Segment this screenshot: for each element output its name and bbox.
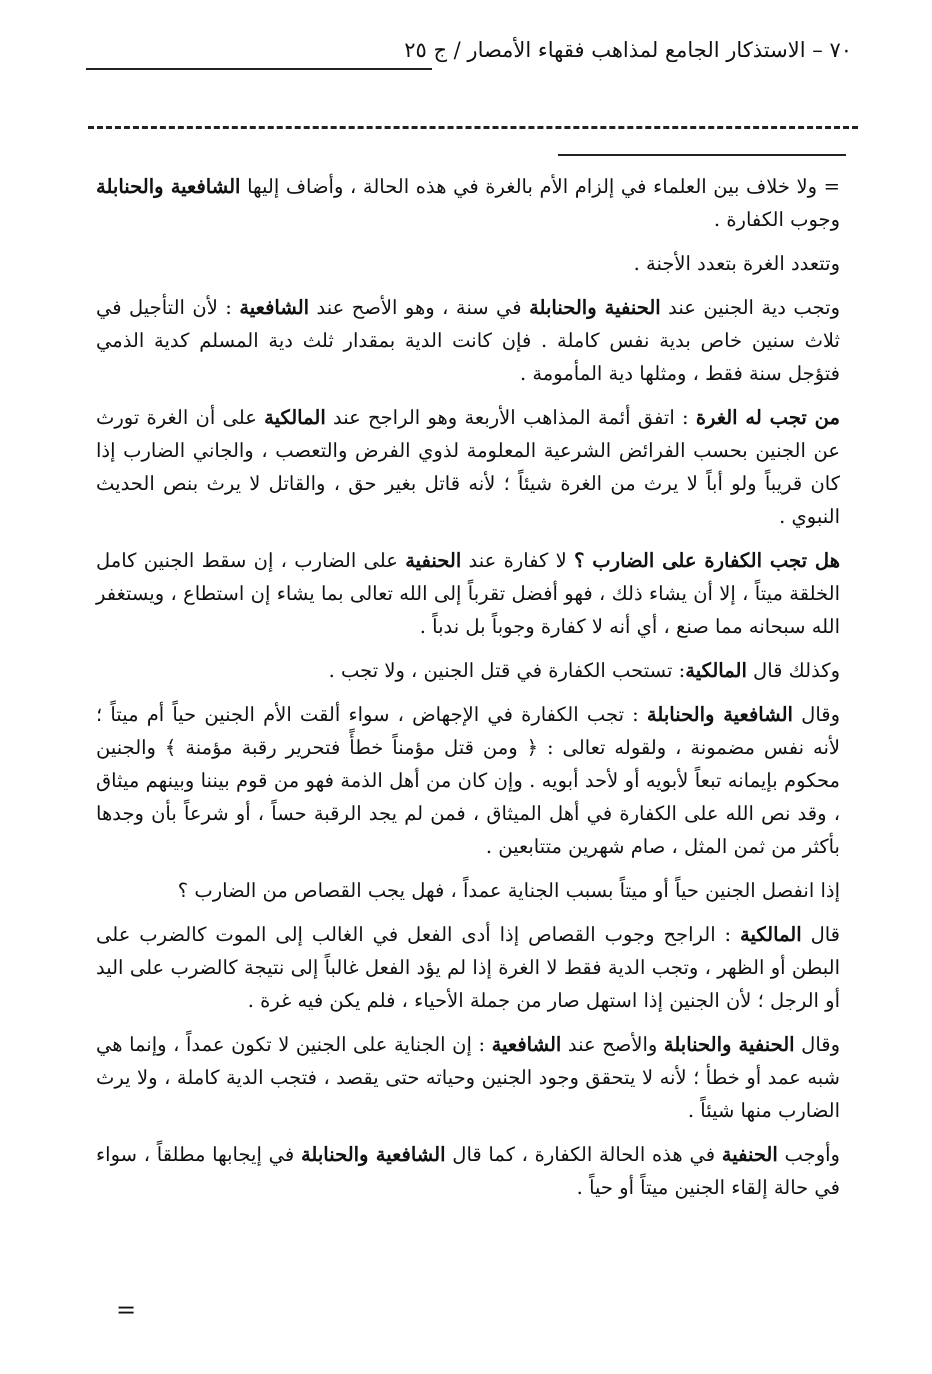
- bold-term: المالكية: [740, 923, 802, 946]
- text-run: إذا انفصل الجنين حياً أو ميتاً بسبب الجناية عمداً ، فهل يجب القصاص من الضارب ؟: [177, 879, 840, 902]
- bold-term: الحنفية: [405, 549, 462, 572]
- text-run: : اتفق أئمة المذاهب الأربعة وهو الراجح عند: [325, 406, 696, 429]
- bold-term: هل تجب الكفارة على الضارب ؟: [574, 549, 840, 572]
- text-run: والأصح عند: [561, 1033, 664, 1056]
- paragraph: [96, 170, 840, 236]
- text-run: وجوب الكفارة .: [713, 208, 840, 231]
- bold-term: الحنفية والحنابلة: [529, 296, 661, 319]
- text-run: : الراجح وجوب القصاص إذا أدى الفعل في الغالب إلى الموت كالضرب على البطن أو الظهر ، وتجب الدية فقط لا الغرة إذا لم يؤد الفعل غالباً إلى نتيجة كالضرب على اليد أو الرجل ؛ لأن الجنين إذا استهل صار من جملة الأحياء ، فلم يكن فيه غرة .: [96, 923, 840, 1012]
- text-run: : إن الجناية على الجنين لا تكون عمداً ، وإنما هي شبه عمد أو خطأ ؛ لأنه لا يتحقق وجود الجنين وحياته حتى يقصد ، فتجب الدية كاملة ، ولا يرث الضارب منها شيئاً .: [96, 1033, 840, 1122]
- bold-term: الشافعية: [491, 1033, 562, 1056]
- dashed-separator: [88, 126, 858, 129]
- paragraph: [96, 698, 840, 863]
- bold-term: من تجب له الغرة: [695, 406, 840, 429]
- bold-term: المالكية: [685, 659, 747, 682]
- text-run: على أن الغرة تورث عن الجنين بحسب الفرائض الشرعية المعلومة لذوي الفرض والتعصب ، والجاني الضارب إذا كان قريباً ولو أباً لا يرث من الغرة شيئاً ؛ لأنه قاتل بغير حق ، والقاتل لا يرث بنص الحديث النبوي .: [96, 406, 840, 528]
- page-body: [96, 170, 840, 1215]
- text-run: : تجب الكفارة في الإجهاض ، سواء ألقت الأم الجنين حياً أم ميتاً ؛ لأنه نفس مضمونة ، ولقوله تعالى : ﴿ ومن قتل مؤمناً خطأً فتحرير رقبة مؤمنة ﴾ والجنين محكوم بإيمانه تبعاً لأبويه أو لأحد أبويه . وإن كان من أهل الذمة فهو من قوم بيننا وبينهم ميثاق ، وقد نص الله على الكفارة في أهل الميثاق ، فمن لم يجد الرقبة حساً ، أو شرعاً بأن وجدها بأكثر من ثمن المثل ، صام شهرين متتابعين .: [96, 703, 840, 858]
- footnote-rule: [558, 154, 846, 156]
- text-run: في هذه الحالة الكفارة ، كما قال: [445, 1143, 722, 1166]
- bold-term: الشافعية: [239, 296, 310, 319]
- paragraph: [96, 401, 840, 533]
- book-title: الاستذكار الجامع لمذاهب فقهاء الأمصار / ج ٢٥: [404, 38, 806, 62]
- paragraph: [96, 544, 840, 643]
- text-run: قال: [801, 923, 840, 946]
- text-run: وتجب دية الجنين عند: [660, 296, 840, 319]
- continuation-mark: =: [116, 1296, 137, 1324]
- paragraph: [96, 247, 840, 280]
- text-run: على الضارب ، إن سقط الجنين كامل الخلقة ميتاً ، إلا أن يشاء ذلك ، فهو أفضل تقرباً إلى الله تعالى بما يشاء إن استطاع ، ويستغفر الله سبحانه مما صنع ، أي أنه لا كفارة وجوباً بل ندباً .: [96, 549, 840, 638]
- text-run: في سنة ، وهو الأصح عند: [309, 296, 530, 319]
- bold-term: الشافعية والحنابلة: [300, 1143, 446, 1166]
- text-run: وقال: [792, 703, 841, 726]
- text-run: وقال: [794, 1033, 840, 1056]
- text-run: في إيجابها مطلقاً ، سواء في حالة إلقاء الجنين ميتاً أو حياً .: [96, 1143, 840, 1199]
- text-run: = ولا خلاف بين العلماء في إلزام الأم بالغرة في هذه الحالة ، وأضاف إليها: [240, 175, 840, 198]
- header-separator: –: [812, 38, 823, 62]
- paragraph: [96, 1028, 840, 1127]
- text-run: وتتعدد الغرة بتعدد الأجنة .: [633, 252, 840, 275]
- bold-term: الحنفية والحنابلة: [663, 1033, 795, 1056]
- bold-term: الشافعية والحنابلة: [96, 175, 241, 198]
- text-run: : لأن التأجيل في ثلاث سنين خاص بدية نفس كاملة . فإن كانت الدية بمقدار ثلث دية المسلم كدية الذمي فتؤجل سنة فقط ، ومثلها دية المأمومة .: [96, 296, 840, 385]
- bold-term: الشافعية والحنابلة: [646, 703, 793, 726]
- text-run: : تستحب الكفارة في قتل الجنين ، ولا تجب .: [328, 659, 686, 682]
- text-run: لا كفارة عند: [461, 549, 575, 572]
- paragraph: [96, 1138, 840, 1204]
- paragraph: [96, 918, 840, 1017]
- bold-term: الحنفية: [721, 1143, 778, 1166]
- header-rule: [86, 68, 432, 70]
- running-header: [404, 38, 852, 62]
- page-number: ٧٠: [829, 38, 852, 62]
- paragraph: [96, 654, 840, 687]
- paragraph: [96, 874, 840, 907]
- bold-term: المالكية: [264, 406, 326, 429]
- text-run: وأوجب: [777, 1143, 840, 1166]
- text-run: وكذلك قال: [746, 659, 840, 682]
- paragraph: [96, 291, 840, 390]
